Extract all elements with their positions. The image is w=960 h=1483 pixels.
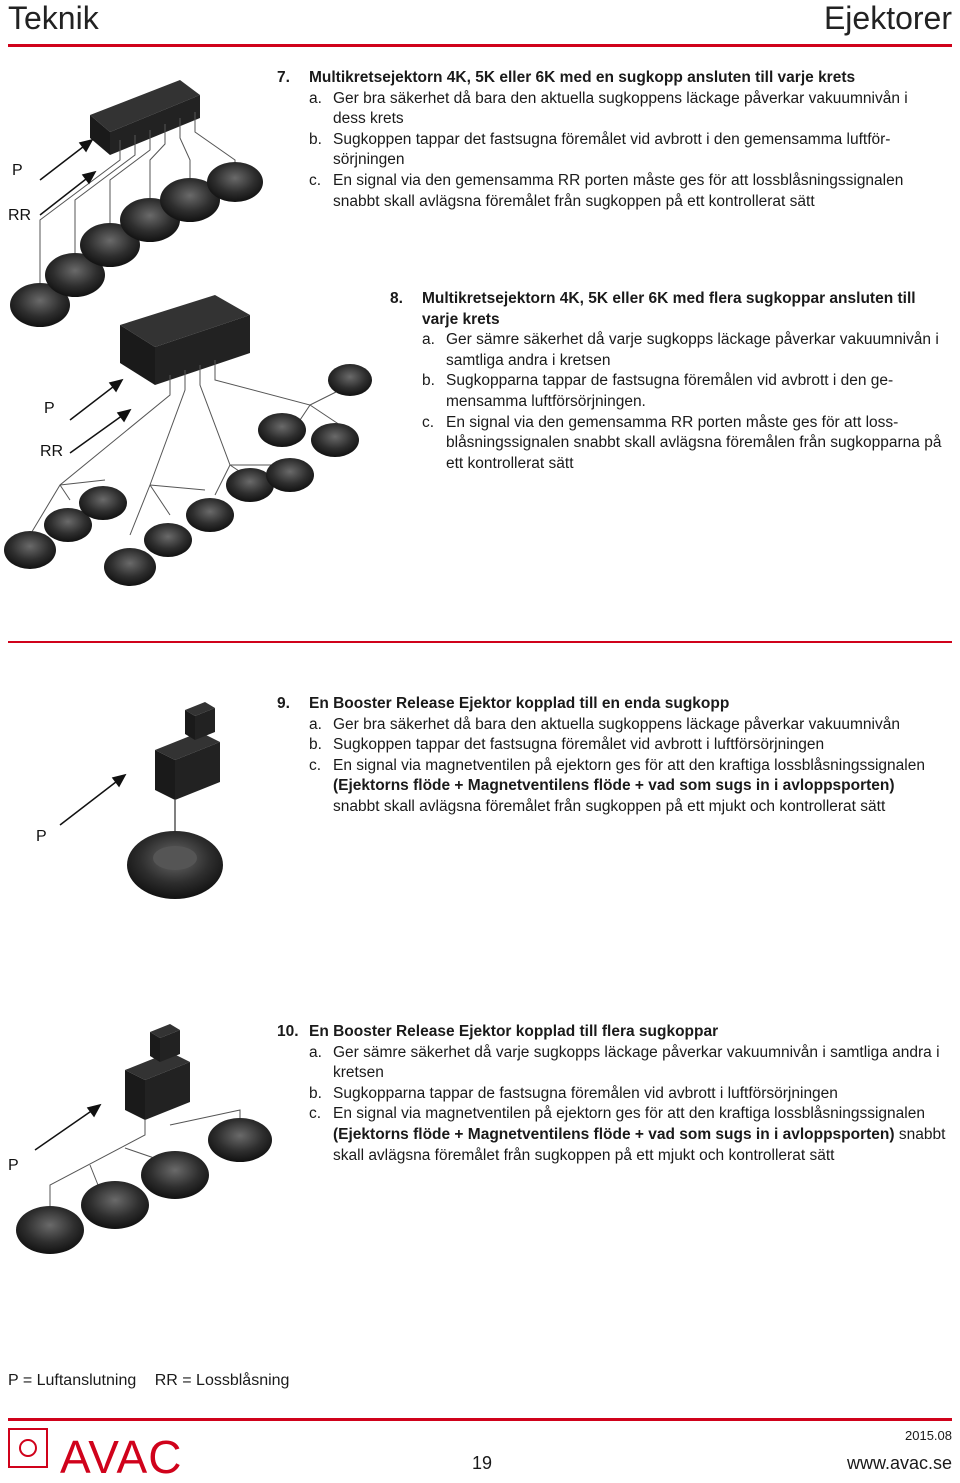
figure-booster-single-cup [60,690,300,930]
header-category-title: Ejektorer [823,0,952,36]
label-p: P [44,400,55,417]
list-item: a. Ger bra säkerhet då bara den aktuella sugkoppens läckage påverkar vakuumnivån [309,715,900,733]
list-item: c. En signal via magnetventilen på ejektorn ges för att den kraftiga lossblåsningssignalen (Ejektorns flöde + Magnetventilens flöde + vad som sugs in i avloppsporten) snabbt skall avlägsna föremålet från sugkoppen på ett mjukt och kontrollerat sätt [309,1105,946,1164]
header-divider [8,44,952,47]
section-9 [277,694,937,818]
section-10 [277,1022,947,1166]
logo-mark [8,1428,48,1468]
section-number: 9. [277,695,290,712]
list-item: c. En signal via den gemensamma RR porten måste ges för att lossblåsningssignalen snabbt skall avlägsna föremålet från sugkoppen på ett kontrollerat sätt [309,171,904,210]
website-link[interactable]: www.avac.se [846,1453,952,1473]
label-p: P [8,1157,19,1174]
list-item: a. Ger sämre säkerhet då varje sugkopps läckage påverkar vakuumnivån i samtliga andra i kretsen [422,331,939,369]
list-item: c. En signal via den gemensamma RR porten måste ges för att lossblåsningssignalen snabbt skall avlägsna föremålen från sugkopparna på ett kontrollerat sätt [422,413,942,472]
list-item: c. En signal via magnetventilen på ejektorn ges för att den kraftiga lossblåsningssignalen (Ejektorns flöde + Magnetventilens flöde + vad som sugs in i avloppsporten) snabbt skall avlägsna föremålet från sugkoppen på ett mjukt och kontrollerat sätt [309,756,925,815]
logo-circle-icon [19,1439,37,1457]
logo-text: AVAC [60,1431,183,1483]
section-divider [8,641,952,643]
label-p: P [36,828,47,845]
figure-booster-multi-cup [0,1020,280,1290]
publish-date: 2015.08 [905,1428,952,1443]
list-item: b. Sugkoppen tappar det fastsugna föremålet vid avbrott i den gemensamma luftförsörjningen [309,130,891,169]
legend [8,1372,303,1390]
section-number: 8. [390,290,403,307]
list-item: b. Sugkopparna tappar de fastsugna föremålen vid avbrott i luftförsörjningen [309,1084,838,1102]
legend-p: P = Luftanslutning [8,1372,137,1389]
label-p: P [12,162,23,179]
list-item: a. Ger bra säkerhet då bara den aktuella sugkoppens läckage påverkar vakuumnivån i dess krets [309,89,908,128]
section-number: 7. [277,69,290,86]
footer-divider [8,1418,952,1421]
section-number: 10. [277,1023,299,1040]
legend-rr: RR = Lossblåsning [154,1372,290,1389]
list-item: a. Ger sämre säkerhet då varje sugkopps läckage påverkar vakuumnivån i samtliga andra i kretsen [309,1043,940,1082]
label-rr: RR [8,207,32,224]
section-title: En Booster Release Ejektor kopplad till flera sugkoppar [309,1023,719,1040]
label-rr: RR [40,443,64,460]
section-8 [390,289,950,474]
section-title: En Booster Release Ejektor kopplad till en enda sugkopp [309,695,730,712]
list-item: b. Sugkoppen tappar det fastsugna föremålet vid avbrott i luftförsörjningen [309,736,825,754]
page-number: 19 [472,1453,493,1473]
header-section-title: Teknik [8,0,99,36]
section-title: Multikretsejektorn 4K, 5K eller 6K med en sugkopp ansluten till varje krets [309,69,856,86]
section-title: Multikretsejektorn 4K, 5K eller 6K med flera sugkoppar ansluten till varje krets [422,290,916,328]
list-item: b. Sugkopparna tappar de fastsugna föremålen vid avbrott i den gemensamma luftförsörjningen. [422,372,894,410]
section-7 [277,68,937,212]
